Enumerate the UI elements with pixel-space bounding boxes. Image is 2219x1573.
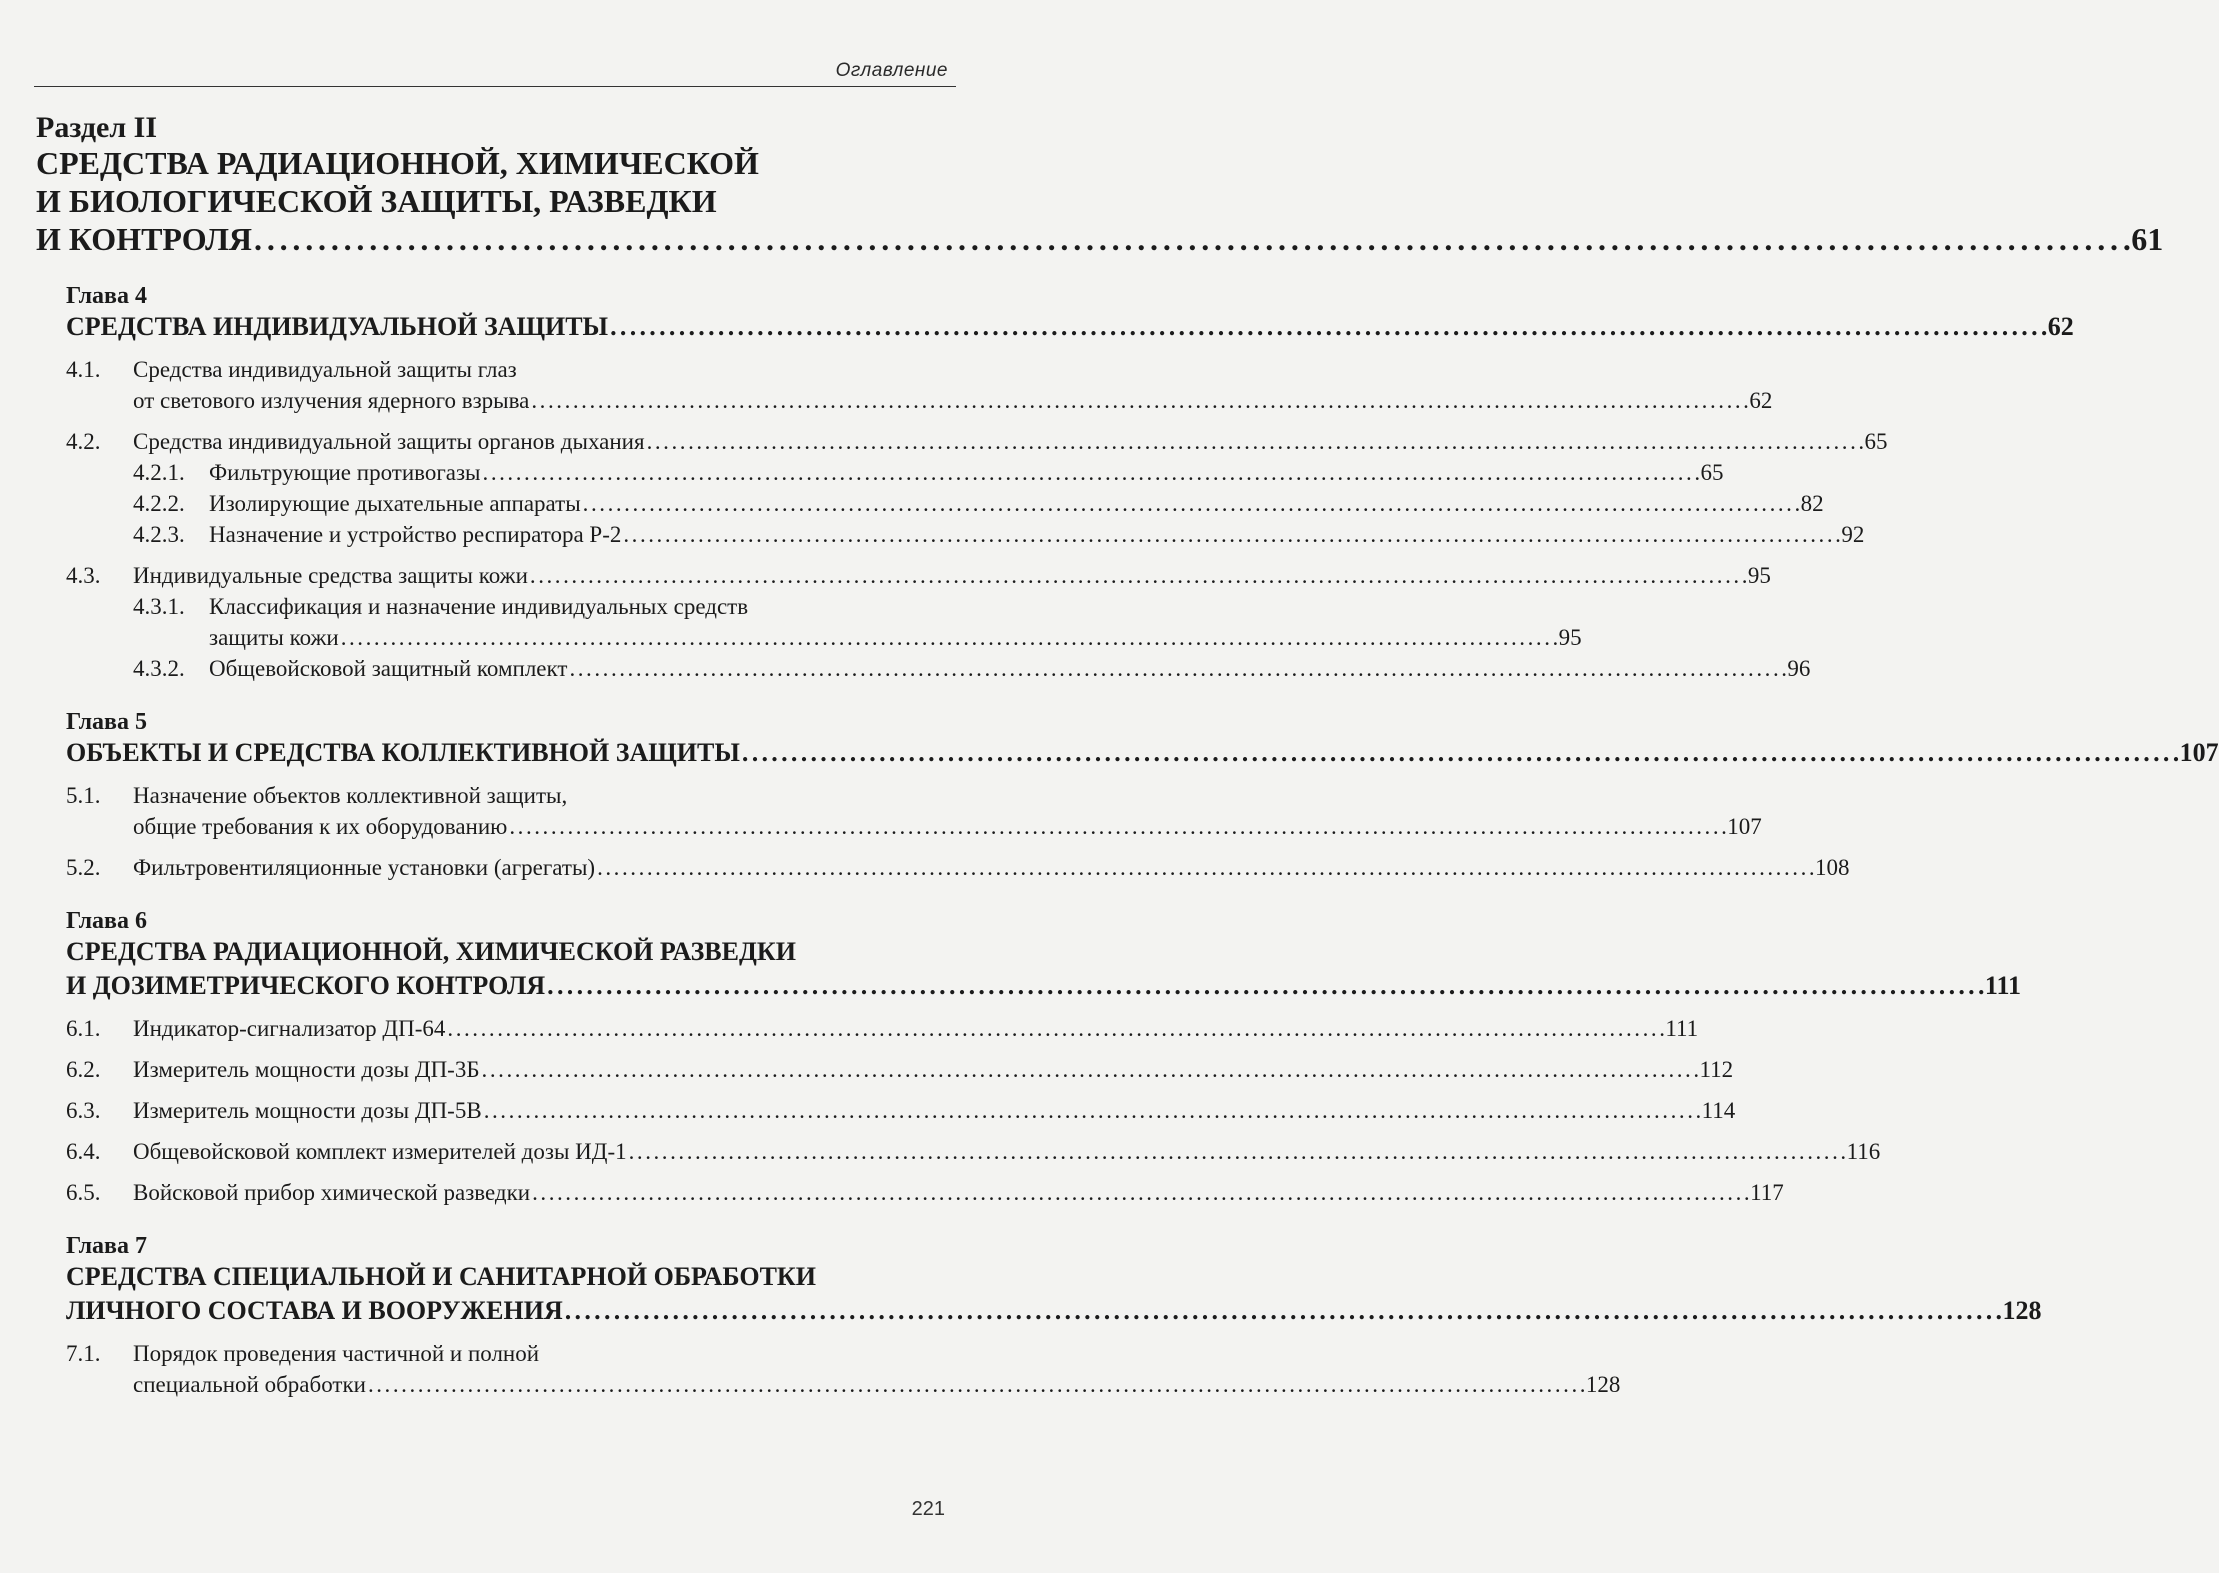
table-of-contents	[36, 111, 2219, 1400]
chapter-label: Глава 7	[66, 1233, 147, 1259]
subsection-title-page: 95	[1558, 625, 1582, 650]
section-title-text: общие требования к их оборудованию	[133, 814, 508, 839]
section-title-line: Назначение объектов коллективной защиты,	[133, 783, 568, 808]
section-entry	[66, 1054, 1734, 1085]
section-entry	[66, 780, 1762, 842]
section-number: 4.2.	[66, 429, 101, 454]
section-title-page: 116	[1846, 1139, 1881, 1164]
section-body	[133, 1338, 1620, 1400]
chapter-title-entry	[66, 1294, 2042, 1328]
section-body	[133, 1177, 1784, 1208]
leader-dots	[483, 457, 1699, 488]
section-title-text: специальной обработки	[133, 1372, 366, 1397]
page-number: 221	[911, 1498, 945, 1520]
leader-dots	[341, 622, 1557, 653]
section-entry	[66, 354, 1773, 416]
subsection-title-text: защиты кожи	[209, 625, 339, 650]
chapter-block	[66, 907, 2022, 1208]
section-title-page: 62	[1749, 388, 1773, 413]
subsection-body	[209, 519, 1864, 550]
leader-dots	[254, 220, 2129, 258]
leader-dots	[447, 1013, 1663, 1044]
section-body	[133, 560, 1771, 591]
leader-dots	[742, 736, 2178, 770]
subsection-title-text: Изолирующие дыхательные аппараты	[209, 491, 581, 516]
section-title-page: 114	[1701, 1098, 1736, 1123]
leader-dots	[610, 310, 2046, 344]
leader-dots	[482, 1054, 1698, 1085]
chapter-title-entry-text: ОБЪЕКТЫ И СРЕДСТВА КОЛЛЕКТИВНОЙ ЗАЩИТЫ	[66, 738, 740, 767]
subsection-body	[209, 488, 1824, 519]
chapter-block	[66, 282, 2074, 684]
section-entry	[66, 1177, 1784, 1208]
header-rule	[34, 86, 956, 87]
subsection-title-text: Назначение и устройство респиратора Р-2	[209, 522, 622, 547]
leader-dots	[623, 519, 1839, 550]
leader-dots	[530, 560, 1746, 591]
part-title-line: И БИОЛОГИЧЕСКОЙ ЗАЩИТЫ, РАЗВЕДКИ	[36, 183, 717, 219]
chapter-block	[66, 1232, 2042, 1400]
section-entry	[66, 1013, 1699, 1044]
section-number: 6.4.	[66, 1139, 101, 1164]
subsection-number: 4.2.2.	[133, 491, 185, 516]
section-number: 4.1.	[66, 357, 101, 382]
section-body	[133, 426, 1888, 457]
subsection-number: 4.3.1.	[133, 594, 185, 619]
section-body	[133, 780, 1762, 842]
section-title	[133, 560, 1771, 591]
section-number: 5.1.	[66, 783, 101, 808]
leader-dots	[583, 488, 1799, 519]
chapter-title-entry-text: СРЕДСТВА ИНДИВИДУАЛЬНОЙ ЗАЩИТЫ	[66, 312, 609, 341]
section-title-line: Порядок проведения частичной и полной	[133, 1341, 540, 1366]
chapter-title-entry-page: 62	[2047, 312, 2074, 341]
section-title-text: от светового излучения ядерного взрыва	[133, 388, 530, 413]
section-number: 5.2.	[66, 855, 101, 880]
subsection-title-page: 92	[1841, 522, 1865, 547]
section-title-page: 111	[1665, 1016, 1699, 1041]
chapter-title-entry	[66, 310, 2074, 344]
subsection-body	[209, 591, 1582, 653]
section-number: 4.3.	[66, 563, 101, 588]
section-title	[133, 426, 1888, 457]
section-title-page: 65	[1864, 429, 1888, 454]
section-title	[133, 1054, 1733, 1085]
leader-dots	[547, 969, 1983, 1003]
running-head: Оглавление	[835, 60, 948, 81]
section-title	[133, 1136, 1880, 1167]
section-entry	[66, 1338, 1621, 1400]
chapter-label: Глава 6	[66, 908, 147, 934]
section-title	[133, 1013, 1698, 1044]
chapter-block	[66, 708, 2219, 883]
subsection-title	[209, 653, 1810, 684]
section-title	[133, 811, 1762, 842]
chapter-title-entry	[66, 969, 2022, 1003]
chapter-title-entry-text: ЛИЧНОГО СОСТАВА И ВООРУЖЕНИЯ	[66, 1296, 563, 1325]
section-entry	[66, 1136, 1881, 1167]
subsection-entry	[133, 519, 1865, 550]
section-title	[133, 1095, 1735, 1126]
leader-dots	[484, 1095, 1700, 1126]
subsection-title	[209, 622, 1582, 653]
leader-dots	[532, 1177, 1748, 1208]
section-title-text: Индикатор-сигнализатор ДП-64	[133, 1016, 446, 1041]
section-entry	[66, 560, 1771, 591]
part-page: 61	[2131, 221, 2164, 257]
section-title	[133, 1369, 1620, 1400]
section-title	[133, 1177, 1784, 1208]
section-number: 6.2.	[66, 1057, 101, 1082]
part-label: Раздел II	[36, 111, 158, 144]
leader-dots	[368, 1369, 1584, 1400]
section-title-text: Измеритель мощности дозы ДП-5В	[133, 1098, 482, 1123]
leader-dots	[569, 653, 1785, 684]
subsection-title	[209, 519, 1864, 550]
section-number: 6.1.	[66, 1016, 101, 1041]
subsection-title-text: Фильтрующие противогазы	[209, 460, 481, 485]
leader-dots	[565, 1294, 2001, 1328]
subsection-number: 4.2.3.	[133, 522, 185, 547]
subsection-entry	[133, 457, 1724, 488]
section-title-text: Фильтровентиляционные установки (агрегаты)	[133, 855, 596, 880]
section-title-text: Общевойсковой комплект измерителей дозы ИД-1	[133, 1139, 627, 1164]
subsection-number: 4.2.1.	[133, 460, 185, 485]
section-title-page: 117	[1750, 1180, 1784, 1205]
section-title	[133, 385, 1772, 416]
section-body	[133, 1095, 1735, 1126]
subsection-title-text: Общевойсковой защитный комплект	[209, 656, 568, 681]
section-title-text: Средства индивидуальной защиты органов дыхания	[133, 429, 645, 454]
subsection-title-page: 65	[1700, 460, 1724, 485]
section-title-page: 112	[1699, 1057, 1734, 1082]
section-title	[133, 852, 1850, 883]
part-title-line: СРЕДСТВА РАДИАЦИОННОЙ, ХИМИЧЕСКОЙ	[36, 145, 759, 181]
section-body	[133, 852, 1850, 883]
section-entry	[66, 1095, 1736, 1126]
subsection-body	[209, 653, 1810, 684]
subsection-entry	[133, 488, 1824, 519]
chapter-label: Глава 5	[66, 709, 147, 735]
section-entry	[66, 852, 1850, 883]
part-heading	[36, 111, 2164, 258]
section-title-text: Измеритель мощности дозы ДП-3Б	[133, 1057, 480, 1082]
part-title-entry	[36, 220, 2164, 258]
section-number: 7.1.	[66, 1341, 101, 1366]
section-body	[133, 1013, 1698, 1044]
chapter-title-entry-page: 107	[2179, 738, 2219, 767]
chapter-title-entry-text: И ДОЗИМЕТРИЧЕСКОГО КОНТРОЛЯ	[66, 971, 546, 1000]
section-title-page: 95	[1747, 563, 1771, 588]
leader-dots	[629, 1136, 1845, 1167]
chapter-title-line: СРЕДСТВА РАДИАЦИОННОЙ, ХИМИЧЕСКОЙ РАЗВЕДКИ	[66, 937, 796, 966]
section-title-page: 108	[1815, 855, 1850, 880]
leader-dots	[509, 811, 1725, 842]
subsection-entry	[133, 591, 1582, 653]
leader-dots	[531, 385, 1747, 416]
section-body	[133, 354, 1772, 416]
subsection-title-line: Классификация и назначение индивидуальных средств	[209, 594, 749, 619]
subsection-title	[209, 488, 1824, 519]
chapter-title-entry-page: 128	[2002, 1296, 2042, 1325]
subsection-title-page: 96	[1787, 656, 1811, 681]
subsection-body	[209, 457, 1723, 488]
section-title-line: Средства индивидуальной защиты глаз	[133, 357, 517, 382]
subsection-title-page: 82	[1800, 491, 1824, 516]
section-title-text: Индивидуальные средства защиты кожи	[133, 563, 528, 588]
chapter-title-entry	[66, 736, 2219, 770]
section-number: 6.3.	[66, 1098, 101, 1123]
section-number: 6.5.	[66, 1180, 101, 1205]
section-body	[133, 1136, 1880, 1167]
leader-dots	[647, 426, 1863, 457]
chapter-label: Глава 4	[66, 283, 147, 309]
section-body	[133, 1054, 1733, 1085]
section-entry	[66, 426, 1888, 457]
subsection-title	[209, 457, 1723, 488]
leader-dots	[597, 852, 1813, 883]
section-title-page: 107	[1727, 814, 1762, 839]
chapter-title-entry-page: 111	[1984, 971, 2022, 1000]
subsection-number: 4.3.2.	[133, 656, 185, 681]
chapter-title-line: СРЕДСТВА СПЕЦИАЛЬНОЙ И САНИТАРНОЙ ОБРАБОТКИ	[66, 1262, 816, 1291]
subsection-entry	[133, 653, 1811, 684]
section-title-page: 128	[1585, 1372, 1621, 1397]
section-title-text: Войсковой прибор химической разведки	[133, 1180, 531, 1205]
part-title-last: И КОНТРОЛЯ	[36, 221, 253, 257]
